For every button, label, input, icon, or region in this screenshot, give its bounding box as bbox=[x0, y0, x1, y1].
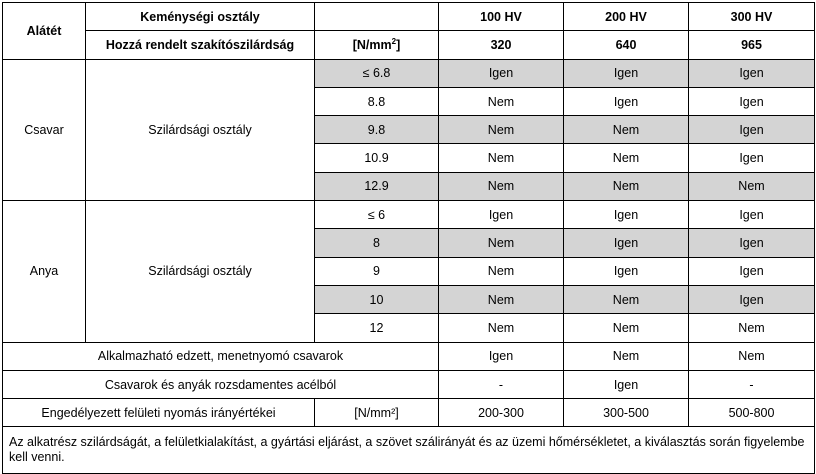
value-cell: Igen bbox=[439, 201, 564, 229]
strength-200hv: 640 bbox=[564, 31, 689, 59]
value-cell: Igen bbox=[689, 87, 815, 115]
value-cell: Nem bbox=[439, 116, 564, 144]
value-cell: Nem bbox=[564, 314, 689, 342]
header-row-hardness bbox=[3, 3, 815, 31]
value-cell: Nem bbox=[439, 144, 564, 172]
col-header-200hv: 200 HV bbox=[564, 3, 689, 31]
grade-cell: 10 bbox=[315, 285, 439, 313]
value-cell: Igen bbox=[564, 370, 689, 398]
value-cell: Nem bbox=[439, 257, 564, 285]
value-cell: Igen bbox=[689, 116, 815, 144]
value-cell: Nem bbox=[439, 229, 564, 257]
washer-compatibility-table bbox=[2, 2, 815, 474]
grade-cell: 10.9 bbox=[315, 144, 439, 172]
value-cell: Nem bbox=[564, 285, 689, 313]
extra-row-label: Alkalmazható edzett, menetnyomó csavarok bbox=[3, 342, 439, 370]
tool-header: Alátét bbox=[3, 3, 86, 60]
value-cell: Igen bbox=[689, 201, 815, 229]
hardness-class-header: Keménységi osztály bbox=[86, 3, 315, 31]
table-row bbox=[3, 201, 815, 229]
value-cell: Igen bbox=[689, 285, 815, 313]
nut-strength-class-label: Szilárdsági osztály bbox=[86, 201, 315, 342]
strength-unit: $[N/mm^2]$ bbox=[315, 31, 439, 59]
table-row bbox=[3, 342, 815, 370]
value-cell: Nem bbox=[564, 342, 689, 370]
grade-cell: 8.8 bbox=[315, 87, 439, 115]
value-cell: Igen bbox=[689, 144, 815, 172]
grade-cell: 12 bbox=[315, 314, 439, 342]
pressure-label: Engedélyezett felületi nyomás irányértékei bbox=[3, 399, 315, 427]
value-cell: - bbox=[439, 370, 564, 398]
bolt-group-label: Csavar bbox=[3, 59, 86, 200]
value-cell: 200-300 bbox=[439, 399, 564, 427]
value-cell: Nem bbox=[564, 172, 689, 200]
value-cell: Nem bbox=[439, 87, 564, 115]
value-cell: Igen bbox=[564, 87, 689, 115]
strength-100hv: 320 bbox=[439, 31, 564, 59]
grade-cell: 12.9 bbox=[315, 172, 439, 200]
bolt-strength-class-label: Szilárdsági osztály bbox=[86, 59, 315, 200]
value-cell: Igen bbox=[689, 59, 815, 87]
value-cell: Igen bbox=[439, 342, 564, 370]
value-cell: Igen bbox=[689, 229, 815, 257]
value-cell: Igen bbox=[564, 229, 689, 257]
grade-cell: ≤ 6 bbox=[315, 201, 439, 229]
value-cell: Igen bbox=[564, 257, 689, 285]
pressure-row bbox=[3, 399, 815, 427]
value-cell: Igen bbox=[439, 59, 564, 87]
assigned-strength-header: Hozzá rendelt szakítószilárdság bbox=[86, 31, 315, 59]
value-cell: Igen bbox=[564, 201, 689, 229]
value-cell: Nem bbox=[689, 342, 815, 370]
value-cell: Igen bbox=[564, 59, 689, 87]
col-header-300hv: 300 HV bbox=[689, 3, 815, 31]
footnote: Az alkatrész szilárdságát, a felületkialakítást, a gyártási eljárást, a szövet szálirányát és az üzemi hőmérsékletet, a kiválasztás során figyelembe kell venni. bbox=[3, 427, 815, 474]
pressure-unit: [N/mm²] bbox=[315, 399, 439, 427]
value-cell: Nem bbox=[689, 314, 815, 342]
value-cell: - bbox=[689, 370, 815, 398]
strength-300hv: 965 bbox=[689, 31, 815, 59]
table-row bbox=[3, 59, 815, 87]
grade-cell: 8 bbox=[315, 229, 439, 257]
value-cell: Nem bbox=[439, 172, 564, 200]
value-cell: Nem bbox=[689, 172, 815, 200]
value-cell: Nem bbox=[564, 116, 689, 144]
table-row bbox=[3, 370, 815, 398]
col-header-100hv: 100 HV bbox=[439, 3, 564, 31]
grade-cell: ≤ 6.8 bbox=[315, 59, 439, 87]
nut-group-label: Anya bbox=[3, 201, 86, 342]
extra-row-label: Csavarok és anyák rozsdamentes acélból bbox=[3, 370, 439, 398]
empty-header-cell bbox=[315, 3, 439, 31]
note-row bbox=[3, 427, 815, 474]
value-cell: Nem bbox=[564, 144, 689, 172]
value-cell: Igen bbox=[689, 257, 815, 285]
value-cell: Nem bbox=[439, 314, 564, 342]
value-cell: Nem bbox=[439, 285, 564, 313]
grade-cell: 9.8 bbox=[315, 116, 439, 144]
value-cell: 300-500 bbox=[564, 399, 689, 427]
grade-cell: 9 bbox=[315, 257, 439, 285]
header-row-strength bbox=[3, 31, 815, 59]
value-cell: 500-800 bbox=[689, 399, 815, 427]
